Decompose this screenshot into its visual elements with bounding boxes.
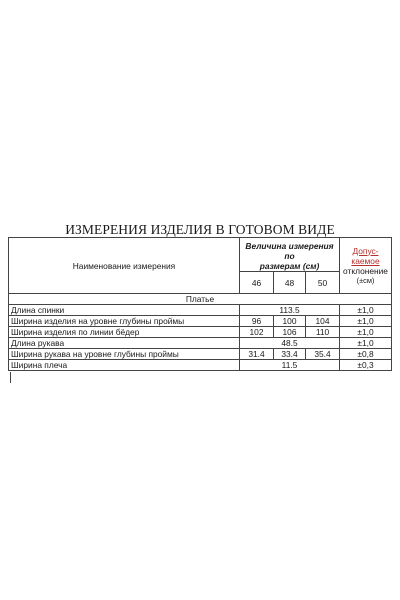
size-50: 50 (306, 272, 340, 294)
table-row (9, 349, 392, 360)
header-tolerance-line3: отклонение (343, 265, 388, 276)
measurement-name: Длина рукава (9, 338, 240, 349)
value-48: 33.4 (274, 349, 306, 360)
measurement-name: Ширина изделия по линии бёдер (9, 327, 240, 338)
header-size-values (240, 238, 340, 272)
value-50: 104 (306, 316, 340, 327)
measurement-name: Ширина плеча (9, 360, 240, 371)
tolerance-value: ±0,8 (340, 349, 392, 360)
merged-value: 48.5 (240, 338, 340, 349)
value-48: 106 (274, 327, 306, 338)
tolerance-value: ±1,0 (340, 338, 392, 349)
table-row (9, 305, 392, 316)
value-46: 102 (240, 327, 274, 338)
section-title: Платье (9, 294, 392, 305)
merged-value: 11.5 (240, 360, 340, 371)
measurement-name: Длина спинки (9, 305, 240, 316)
table-row (9, 360, 392, 371)
table-row (9, 316, 392, 327)
value-48: 100 (274, 316, 306, 327)
merged-value: 113.5 (240, 305, 340, 316)
value-50: 35.4 (306, 349, 340, 360)
tolerance-value: ±0,3 (340, 360, 392, 371)
table-row (9, 327, 392, 338)
tolerance-value: ±1,0 (340, 305, 392, 316)
header-measurement-name: Наименование измерения (9, 238, 240, 294)
tolerance-value: ±1,0 (340, 327, 392, 338)
measurement-name: Ширина изделия на уровне глубины проймы (9, 316, 240, 327)
measurement-name: Ширина рукава на уровне глубины проймы (9, 349, 240, 360)
measurements-table (8, 237, 392, 371)
document-title: ИЗМЕРЕНИЯ ИЗДЕЛИЯ В ГОТОВОМ ВИДЕ (65, 222, 335, 237)
value-50: 110 (306, 327, 340, 338)
header-tolerance-line1: Допус- (352, 245, 379, 256)
section-row (9, 294, 392, 305)
size-46: 46 (240, 272, 274, 294)
value-46: 31.4 (240, 349, 274, 360)
value-46: 96 (240, 316, 274, 327)
table-row (9, 338, 392, 349)
size-48: 48 (274, 272, 306, 294)
tolerance-value: ±1,0 (340, 316, 392, 327)
header-size-values-line1: Величина измерения по (245, 240, 334, 261)
header-size-values-line2: размерам (см) (259, 260, 320, 271)
header-tolerance (340, 238, 392, 294)
header-row-top (9, 238, 392, 272)
header-tolerance-line4: (±см) (356, 275, 375, 285)
header-tolerance-line2: каемое (351, 255, 380, 266)
text-cursor-marker (10, 372, 11, 383)
